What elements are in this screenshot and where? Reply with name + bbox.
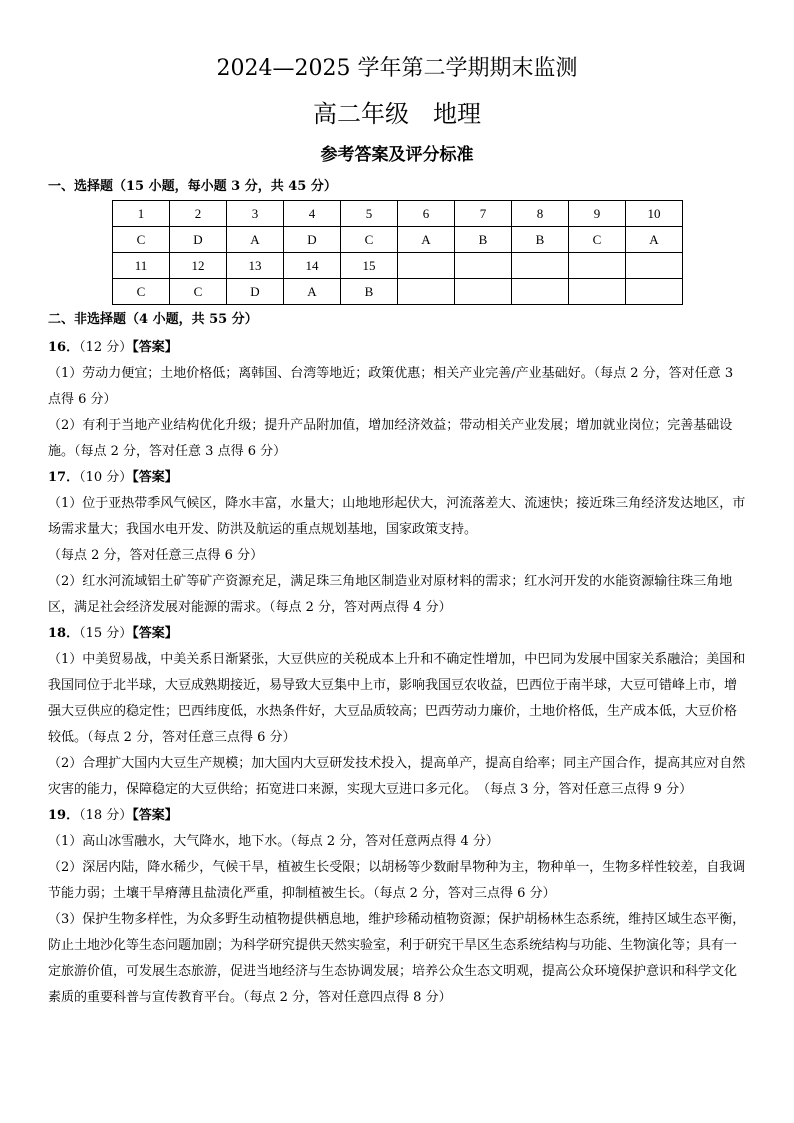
table-cell: 5: [341, 201, 398, 227]
table-cell: B: [512, 227, 569, 253]
exam-subtitle: 高二年级 地理: [313, 100, 481, 128]
table-cell: [626, 253, 683, 279]
table-cell: 8: [512, 201, 569, 227]
table-cell: [398, 279, 455, 305]
answer-tag: 【答案】: [132, 470, 178, 485]
answer-paragraph: （每点 2 分，答对任意三点得 6 分）: [48, 548, 264, 563]
answer-paragraph: （1）劳动力便宜；土地价格低；离韩国、台湾等地近；政策优惠；相关产业完善/产业基础好。（每点 2 分，答对任意 3 点得 6 分）: [48, 366, 734, 407]
table-cell: 15: [341, 253, 398, 279]
table-cell: [455, 253, 512, 279]
table-cell: C: [341, 227, 398, 253]
answer-table: [112, 200, 683, 305]
answer-paragraph: （1）位于亚热带季风气候区，降水丰富，水量大；山地地形起伏大，河流落差大、流速快；接近珠三角经济发达地区，市场需求量大；我国水电开发、防洪及航运的重点规划基地，国家政策支持。: [48, 496, 746, 537]
exam-title: 2024—2025 学年第二学期期末监测: [216, 56, 578, 81]
table-cell: A: [284, 279, 341, 305]
table-cell: 11: [113, 253, 170, 279]
question-header: 17．（10 分）【答案】: [48, 470, 178, 485]
question-points: （10 分）: [79, 470, 133, 485]
table-cell: [455, 279, 512, 305]
table-cell: [569, 253, 626, 279]
table-cell: 2: [170, 201, 227, 227]
table-cell: A: [626, 227, 683, 253]
table-cell: A: [398, 227, 455, 253]
table-row: [113, 227, 683, 253]
answer-tag: 【答案】: [132, 808, 178, 823]
question-number: 17: [48, 470, 67, 485]
answer-paragraph: （1）高山冰雪融水，大气降水，地下水。（每点 2 分，答对任意两点得 4 分）: [48, 834, 499, 849]
table-row: [113, 279, 683, 305]
question-header: 19．（18 分）【答案】: [48, 808, 178, 823]
table-cell: C: [113, 227, 170, 253]
answers-body: [48, 335, 748, 1011]
question-header: 18．（15 分）【答案】: [48, 626, 178, 641]
table-cell: [512, 253, 569, 279]
table-cell: C: [113, 279, 170, 305]
table-cell: B: [455, 227, 512, 253]
table-cell: [398, 253, 455, 279]
question-points: （18 分）: [79, 808, 133, 823]
table-row: [113, 201, 683, 227]
section1-title: 一、选择题（15 小题，每小题 3 分，共 45 分）: [48, 179, 337, 194]
table-cell: 13: [227, 253, 284, 279]
answer-paragraph: （1）中美贸易战，中美关系日渐紧张，大豆供应的关税成本上升和不确定性增加，中巴同为发展中国家关系融洽；美国和我国同位于北半球，大豆成熟期接近，易导致大豆集中上市，影响我国豆农收益，巴西位于南半球，大豆可错峰上市，增强大豆供应的稳定性；巴西纬度低，水热条件好，大豆品质较高；巴西劳动力廉价，土地价格低，生产成本低，大豆价格较低。（每点 2 分，答对任意三点得 6 分）: [48, 652, 746, 745]
question-points: （15 分）: [79, 626, 133, 641]
answer-paragraph: （2）合理扩大国内大豆生产规模；加大国内大豆研发技术投入，提高单产，提高自给率；同主产国合作，提高其应对自然灾害的能力，保障稳定的大豆供给；拓宽进口来源，实现大豆进口多元化。 （每点 3 分，答对任意三点得 9 分）: [48, 756, 746, 797]
table-cell: 3: [227, 201, 284, 227]
table-cell: 10: [626, 201, 683, 227]
answer-paragraph: （2）有利于当地产业结构优化升级；提升产品附加值，增加经济效益；带动相关产业发展；增加就业岗位；完善基础设施。（每点 2 分，答对任意 3 点得 6 分）: [48, 418, 733, 459]
table-cell: 4: [284, 201, 341, 227]
answer-heading: 参考答案及评分标准: [320, 145, 474, 165]
table-row: [113, 253, 683, 279]
table-cell: 12: [170, 253, 227, 279]
answer-paragraph: （2）深居内陆，降水稀少，气候干旱，植被生长受限；以胡杨等少数耐旱物种为主，物种单一，生物多样性较差，自我调节能力弱；土壤干旱瘠薄且盐渍化严重，抑制植被生长。（每点 2 分，答对三点得 6 分）: [48, 860, 746, 901]
table-cell: C: [569, 227, 626, 253]
question-number: 18: [48, 626, 67, 641]
table-cell: D: [227, 279, 284, 305]
question-header: 16．（12 分）【答案】: [48, 340, 178, 355]
answer-paragraph: （2）红水河流域铝土矿等矿产资源充足，满足珠三角地区制造业对原材料的需求；红水河开发的水能资源输往珠三角地区，满足社会经济发展对能源的需求。（每点 2 分，答对两点得 4 分）: [48, 574, 733, 615]
section2-title: 二、非选择题（4 小题，共 55 分）: [48, 312, 258, 327]
table-cell: C: [170, 279, 227, 305]
table-cell: 1: [113, 201, 170, 227]
answer-tag: 【答案】: [132, 340, 178, 355]
table-cell: 9: [569, 201, 626, 227]
table-cell: 6: [398, 201, 455, 227]
table-cell: [569, 279, 626, 305]
question-number: 19: [48, 808, 67, 823]
table-cell: D: [170, 227, 227, 253]
table-cell: 7: [455, 201, 512, 227]
table-cell: [626, 279, 683, 305]
question-number: 16: [48, 340, 67, 355]
question-points: （12 分）: [79, 340, 133, 355]
table-cell: D: [284, 227, 341, 253]
table-cell: B: [341, 279, 398, 305]
table-cell: [512, 279, 569, 305]
table-cell: 14: [284, 253, 341, 279]
answer-paragraph: （3）保护生物多样性，为众多野生动植物提供栖息地，维护珍稀动植物资源；保护胡杨林生态系统，维持区域生态平衡，防止土地沙化等生态问题加剧；为科学研究提供天然实验室，利于研究干旱区生态系统结构与功能、生物演化等；具有一定旅游价值，可发展生态旅游，促进当地经济与生态协调发展；培养公众生态文明观，提高公众环境保护意识和科学文化素质的重要科普与宣传教育平台。（每点 2 分，答对任意四点得 8 分）: [48, 912, 746, 1005]
table-cell: A: [227, 227, 284, 253]
answer-tag: 【答案】: [132, 626, 178, 641]
